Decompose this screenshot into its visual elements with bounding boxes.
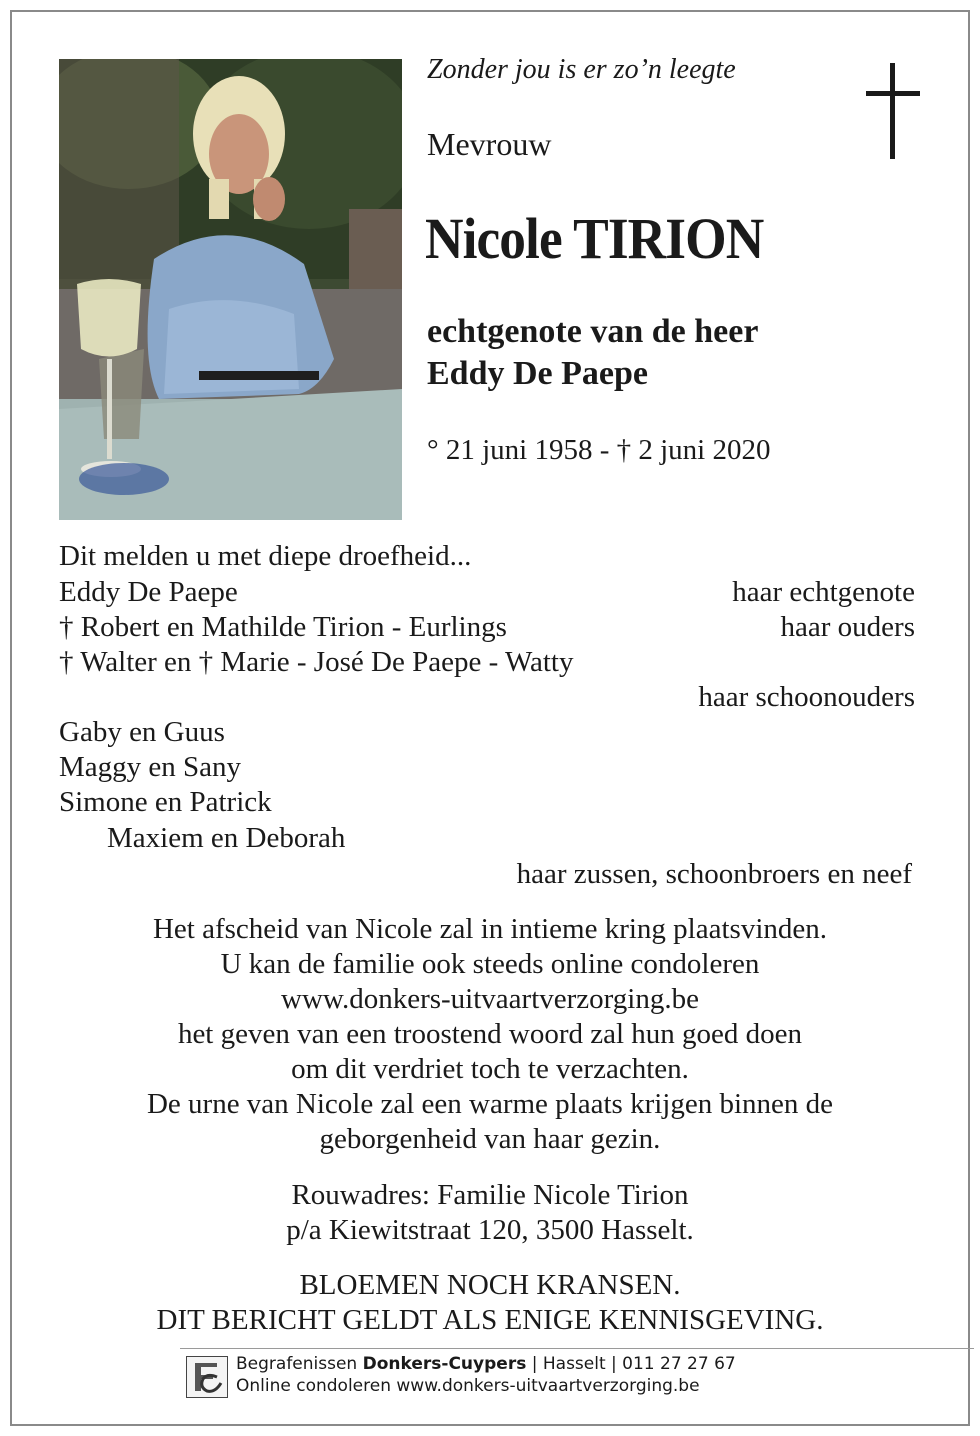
address-line: p/a Kiewitstraat 120, 3500 Hasselt. xyxy=(286,1214,694,1246)
farewell-message xyxy=(40,912,940,1157)
salutation: Mevrouw xyxy=(427,126,552,162)
portrait-photo xyxy=(59,59,402,520)
farewell-line: De urne van Nicole zal een warme plaats krijgen binnen de xyxy=(146,1088,834,1120)
sibling-name: Gaby en Guus xyxy=(59,716,225,748)
spouse-label: echtgenote van de heer xyxy=(427,313,759,350)
spouse-name: Eddy De Paepe xyxy=(427,355,648,392)
life-dates: ° 21 juni 1958 - † 2 juni 2020 xyxy=(427,434,771,466)
family-row xyxy=(59,646,915,681)
mourning-address xyxy=(40,1178,940,1248)
farewell-website: www.donkers-uitvaartverzorging.be xyxy=(281,983,699,1015)
family-member: † Robert en Mathilde Tirion - Eurlings xyxy=(59,611,507,643)
funeral-home-logo-icon xyxy=(186,1356,228,1398)
notice-block xyxy=(40,1268,940,1338)
footer-company: Donkers-Cuypers xyxy=(362,1354,527,1374)
footer-info xyxy=(236,1353,736,1397)
notice-line: BLOEMEN NOCH KRANSEN. xyxy=(299,1269,681,1301)
family-member: † Walter en † Marie - José De Paepe - Watty xyxy=(59,646,574,678)
motto-text: Zonder jou is er zo’n leegte xyxy=(427,54,736,85)
siblings-relation: haar zussen, schoonbroers en neef xyxy=(516,858,912,890)
family-row xyxy=(59,681,915,716)
family-relation: haar schoonouders xyxy=(698,681,915,713)
footer-company-line xyxy=(236,1353,736,1375)
sibling-name: Maggy en Sany xyxy=(59,751,242,783)
family-relation: haar echtgenote xyxy=(732,576,915,608)
footer-prefix: Begrafenissen xyxy=(236,1354,363,1374)
nephew-name: Maxiem en Deborah xyxy=(107,822,346,854)
family-row xyxy=(59,611,915,646)
family-relation: haar ouders xyxy=(780,611,915,643)
deceased-name: Nicole TIRION xyxy=(425,206,764,271)
footer-online-line: Online condoleren www.donkers-uitvaartverzorging.be xyxy=(236,1376,700,1396)
family-member: Eddy De Paepe xyxy=(59,576,238,608)
announcement-intro: Dit melden u met diepe droefheid... xyxy=(59,540,472,572)
family-row xyxy=(59,576,915,611)
latin-cross-icon xyxy=(866,63,920,159)
farewell-line: U kan de familie ook steeds online condoleren xyxy=(220,948,760,980)
footer-divider xyxy=(180,1348,974,1349)
farewell-line: om dit verdriet toch te verzachten. xyxy=(291,1053,689,1085)
farewell-line: geborgenheid van haar gezin. xyxy=(319,1123,661,1155)
notice-line: DIT BERICHT GELDT ALS ENIGE KENNISGEVING. xyxy=(156,1304,824,1336)
farewell-line: het geven van een troostend woord zal hun goed doen xyxy=(177,1018,803,1050)
footer-contact: | Hasselt | 011 27 27 67 xyxy=(526,1354,736,1374)
address-line: Rouwadres: Familie Nicole Tirion xyxy=(291,1179,689,1211)
sibling-name: Simone en Patrick xyxy=(59,786,272,818)
farewell-line: Het afscheid van Nicole zal in intieme kring plaatsvinden. xyxy=(152,913,828,945)
